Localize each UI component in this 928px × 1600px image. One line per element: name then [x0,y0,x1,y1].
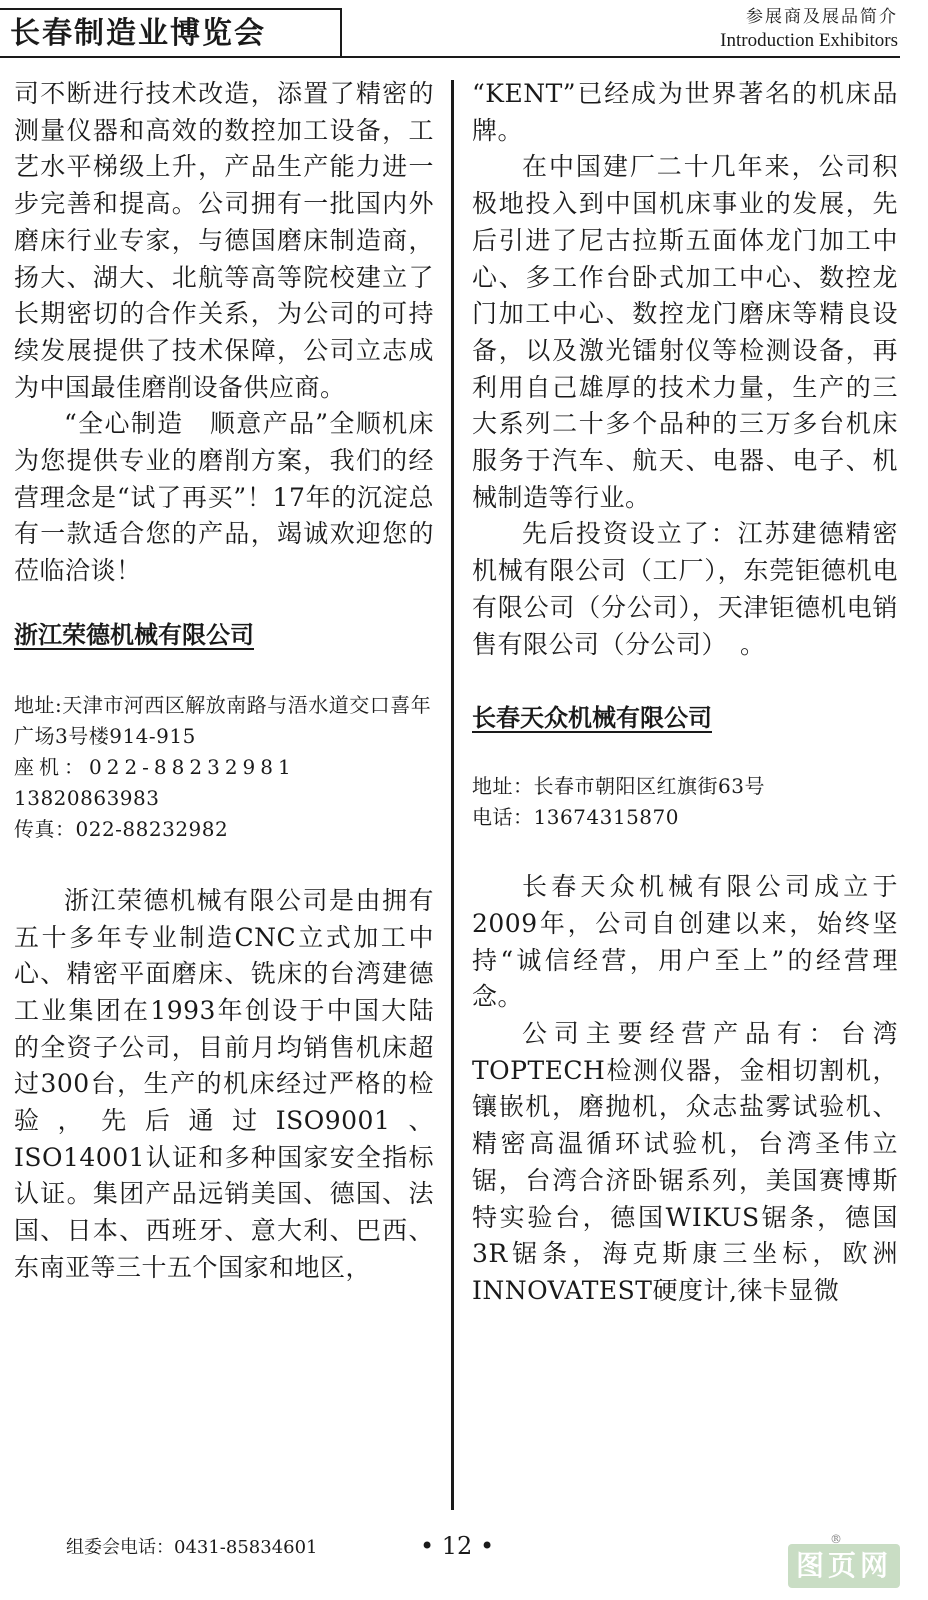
page-footer [0,1526,928,1600]
slogan-paragraph: “全心制造 顺意产品”全顺机床为您提供专业的磨削方案，我们的经营理念是“试了再买”！17年的沉淀总有一款适合您的产品，竭诚欢迎您的莅临洽谈！ [14,409,434,586]
company-mobile: 13820863983 [14,785,160,810]
section-title-en: Introduction Exhibitors [720,30,898,51]
company-address: 地址:天津市河西区解放南路与浯水道交口喜年广场3号楼914-915 [14,692,432,748]
title-box [0,8,342,58]
committee-phone: 组委会电话：0431-85834601 [66,1537,318,1558]
company-landline: 座机：022-88232981 [14,754,296,779]
company-name-rongde: 浙江荣德机械有限公司 [14,620,254,649]
expo-title: 长春制造业博览会 [10,16,266,51]
column-divider [451,80,454,1510]
investments-paragraph: 先后投资设立了：江苏建德精密机械有限公司（工厂），东莞钜德机电有限公司（分公司），天津钜德机电销售有限公司（分公司） 。 [472,519,898,659]
left-column [14,76,434,1287]
continued-paragraph: 司不断进行技术改造，添置了精密的测量仪器和高效的数控加工设备，工艺水平梯级上升，产品生产能力进一步完善和提高。公司拥有一批国内外磨床行业专家，与德国磨床制造商，扬大、湖大、北航等高等院校建立了长期密切的合作关系，为公司的可持续发展提供了技术保障，公司立志成为中国最佳磨削设备供应商。 [14,79,434,402]
company-address-tianzhong: 地址：长春市朝阳区红旗街63号 [472,774,765,799]
page-number: • 12 • [420,1532,495,1560]
company-name-tianzhong: 长春天众机械有限公司 [472,704,712,733]
company-description: 浙江荣德机械有限公司是由拥有五十多年专业制造CNC立式加工中心、精密平面磨床、铣床的台湾建德工业集团在1993年创设于中国大陆的全资子公司，目前月均销售机床超过300台，生产的机床经过严格的检验，先后通过ISO9001、ISO14001认证和多种国家安全指标认证。集团产品远销美国、德国、法国、日本、西班牙、意大利、巴西、东南亚等三十五个国家和地区， [14,885,434,1282]
continued-paragraph-right: “KENT”已经成为世界著名的机床品牌。 [472,79,898,145]
watermark-text: 图页网 [796,1549,893,1582]
registered-mark-icon: ® [830,1532,842,1546]
right-column [472,76,898,1310]
company-intro-tianzhong: 长春天众机械有限公司成立于2009年，公司自创建以来，始终坚持“诚信经营，用户至上”的经营理念。 [472,872,898,1012]
page-header [0,0,928,64]
company-products-tianzhong: 公司主要经营产品有：台湾TOPTECH检测仪器，金相切割机，镶嵌机，磨抛机，众志盐雾试验机、精密高温循环试验机，台湾圣伟立锯，台湾合济卧锯系列，美国赛博斯特实验台，德国WIKUS锯条，德国3R锯条，海克斯康三坐标，欧洲INNOVATEST硬度计,徕卡显微 [472,1019,898,1305]
factory-history-paragraph: 在中国建厂二十几年来，公司积极地投入到中国机床事业的发展，先后引进了尼古拉斯五面体龙门加工中心、多工作台卧式加工中心、数控龙门加工中心、数控龙门磨床等精良设备，以及激光镭射仪等检测设备，再利用自己雄厚的技术力量，生产的三大系列二十多个品种的三万多台机床服务于汽车、航天、电器、电子、机械制造等行业。 [472,152,898,512]
watermark-logo [788,1532,900,1588]
section-title-cn: 参展商及展品简介 [746,7,898,27]
company-fax: 传真：022-88232982 [14,816,229,841]
company-phone-tianzhong: 电话：13674315870 [472,805,679,830]
header-rule [340,56,900,58]
